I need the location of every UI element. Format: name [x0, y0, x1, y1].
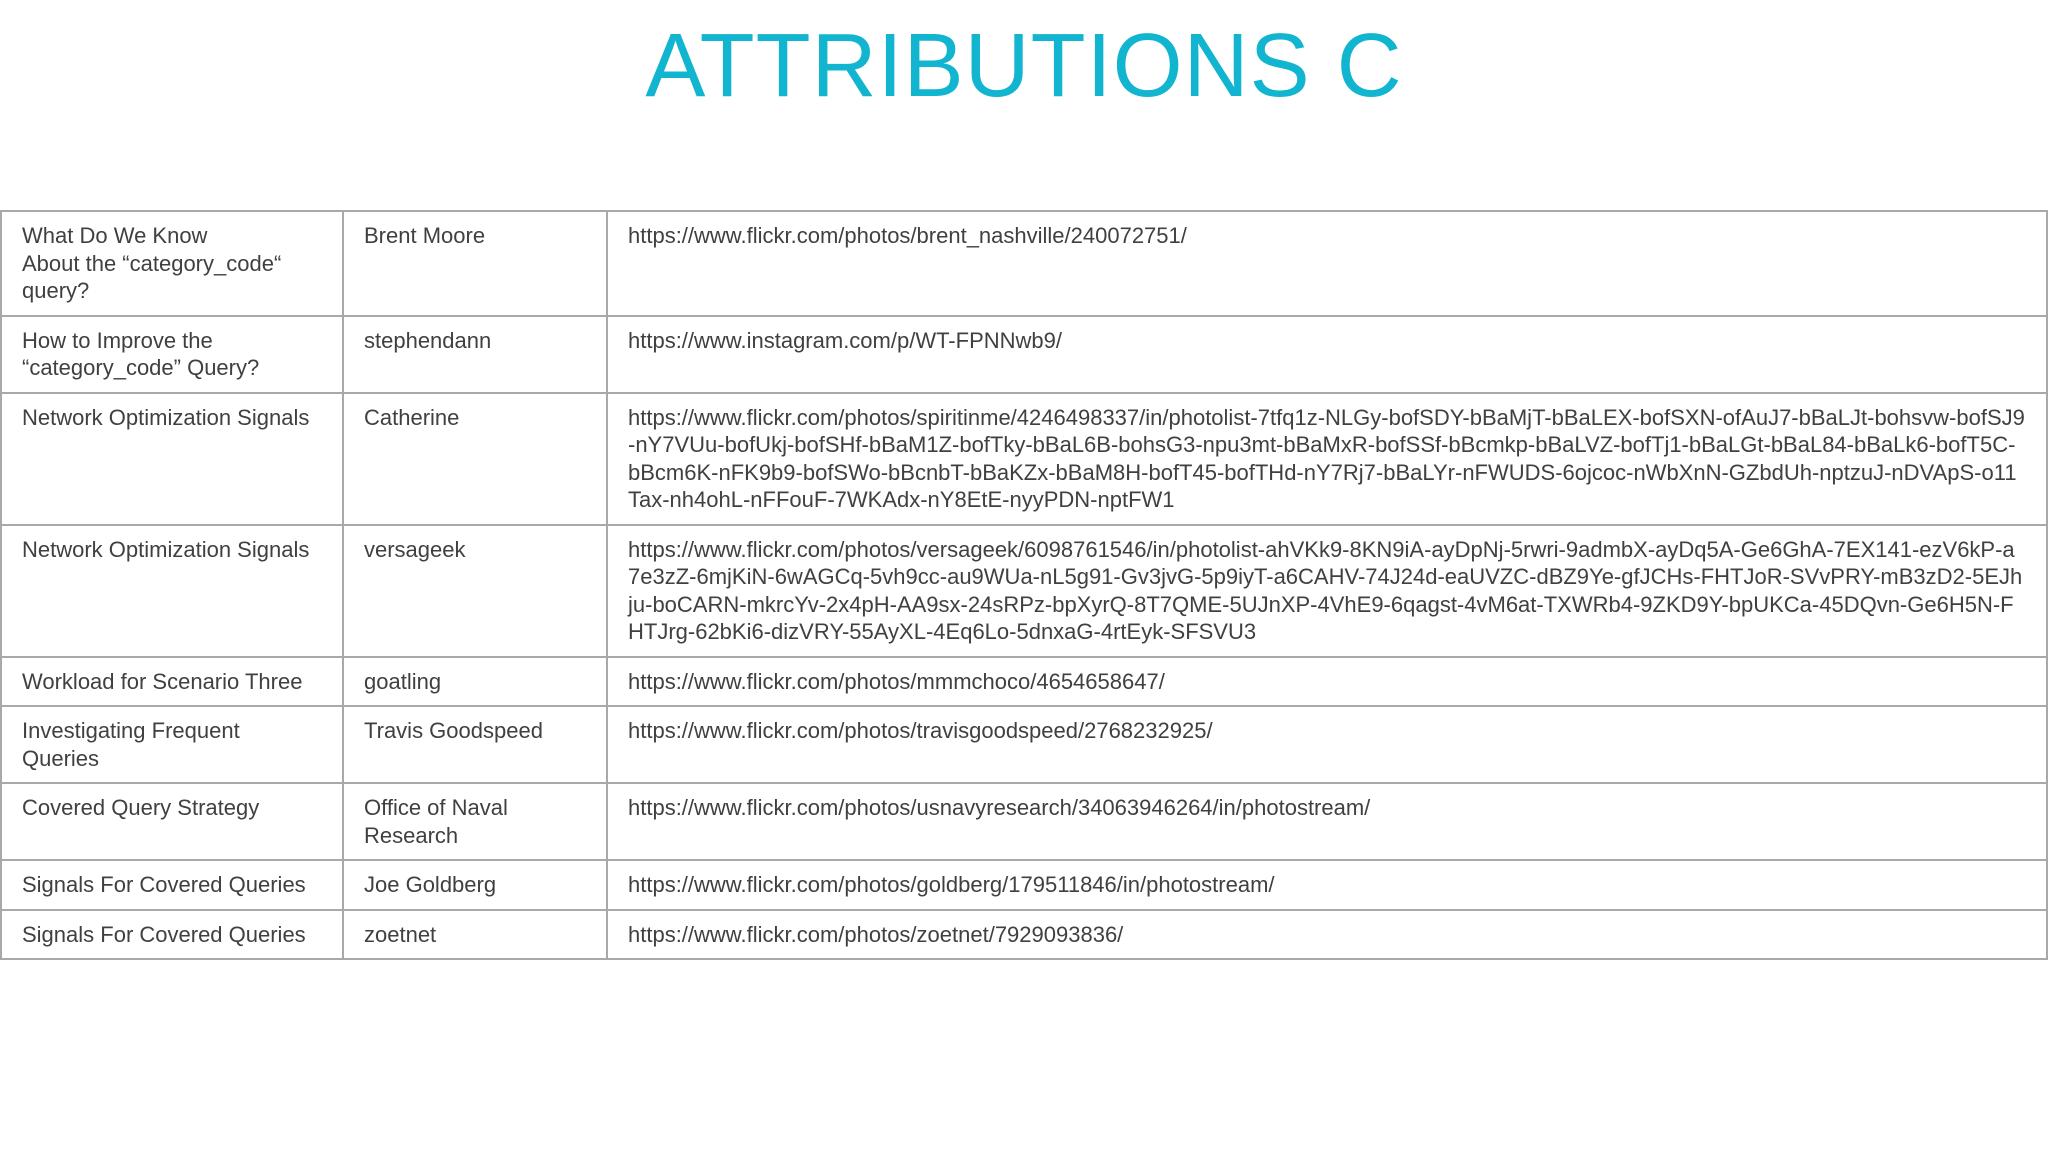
slide-title-line: “category_code” Query? [22, 355, 260, 380]
author-cell: Catherine [343, 393, 607, 525]
slide-title: ATTRIBUTIONS C [645, 16, 1403, 116]
author-cell: Office of Naval Research [343, 783, 607, 860]
slide-title-line: query? [22, 278, 90, 303]
slide-title-line: Investigating Frequent [22, 718, 240, 743]
slide-title-cell [1, 783, 343, 860]
attributions-table-body [1, 211, 2047, 959]
attribution-row [1, 211, 2047, 316]
slide-title-cell [1, 316, 343, 393]
attribution-row [1, 393, 2047, 525]
source-url-link[interactable]: https://www.flickr.com/photos/versageek/6098761546/in/photolist-ahVKk9-8KN9iA-ayDpNj-5rwri-9admbX-ayDq5A-Ge6GhA-7EX141-ezV6kP-a7e3zZ-6mjKiN-6wAGCq-5vh9cc-au9WUa-nL5g91-Gv3jvG-5p9iyT-a6CAHV-74J24d-eaUVZC-dBZ9Ye-gfJCHs-FHTJoR-SVvPRY-mB3zD2-5EJhju-boCARN-mkrcYv-2x4pH-AA9sx-24sRPz-bpXyrQ-8T7QME-5UJnXP-4VhE9-6qagst-4vM6at-TXWRb4-9ZKD9Y-bpUKCa-45DQvn-Ge6H5N-FHTJrg-62bKi6-dizVRY-55AyXL-4Eq6Lo-5dnxaG-4rtEyk-SFSVU3 [607, 525, 2047, 657]
author-cell: stephendann [343, 316, 607, 393]
slide-title-line: Network Optimization Signals [22, 536, 310, 562]
slide-title-line: Network Optimization Signals [22, 404, 310, 430]
slide-title-line: Signals For Covered Queries [22, 921, 306, 947]
source-url-link[interactable]: https://www.instagram.com/p/WT-FPNNwb9/ [607, 316, 2047, 393]
attribution-row [1, 860, 2047, 910]
slide-title-cell [1, 706, 343, 783]
slide-title-cell [1, 393, 343, 525]
slide-title-cell [1, 860, 343, 910]
slide-title-line: How to Improve the [22, 327, 213, 353]
source-url-link[interactable]: https://www.flickr.com/photos/usnavyresearch/34063946264/in/photostream/ [607, 783, 2047, 860]
attributions-table [0, 210, 2048, 960]
slide-title-cell [1, 211, 343, 316]
slide-title-line: About the “category_code“ [22, 250, 282, 276]
slide-title-cell [1, 910, 343, 960]
attribution-row [1, 525, 2047, 657]
author-cell: versageek [343, 525, 607, 657]
slide-title-line: What Do We Know [22, 223, 208, 248]
source-url-link[interactable]: https://www.flickr.com/photos/travisgoodspeed/2768232925/ [607, 706, 2047, 783]
slide-title-line: Workload for Scenario Three [22, 668, 303, 694]
attribution-row [1, 316, 2047, 393]
author-cell: Brent Moore [343, 211, 607, 316]
attribution-row [1, 657, 2047, 707]
slide-title-cell [1, 525, 343, 657]
source-url-link[interactable]: https://www.flickr.com/photos/mmmchoco/4654658647/ [607, 657, 2047, 707]
attribution-row [1, 783, 2047, 860]
slide-title-cell [1, 657, 343, 707]
author-cell: Joe Goldberg [343, 860, 607, 910]
source-url-link[interactable]: https://www.flickr.com/photos/brent_nashville/240072751/ [607, 211, 2047, 316]
author-cell: goatling [343, 657, 607, 707]
source-url-link[interactable]: https://www.flickr.com/photos/spiritinme/4246498337/in/photolist-7tfq1z-NLGy-bofSDY-bBaMjT-bBaLEX-bofSXN-ofAuJ7-bBaLJt-bohsvw-bofSJ9-nY7VUu-bofUkj-bofSHf-bBaM1Z-bofTky-bBaL6B-bohsG3-npu3mt-bBaMxR-bofSSf-bBcmkp-bBaLVZ-bofTj1-bBaLGt-bBaL84-bBaLk6-bofT5C-bBcm6K-nFK9b9-bofSWo-bBcnbT-bBaKZx-bBaM8H-bofT45-bofTHd-nY7Rj7-bBaLYr-nFWUDS-6ojcoc-nWbXnN-GZbdUh-nptzuJ-nDVApS-o11Tax-nh4ohL-nFFouF-7WKAdx-nY8EtE-nyyPDN-nptFW1 [607, 393, 2047, 525]
attribution-row [1, 706, 2047, 783]
attribution-row [1, 910, 2047, 960]
author-cell: zoetnet [343, 910, 607, 960]
slide-title-line: Queries [22, 745, 100, 771]
source-url-link[interactable]: https://www.flickr.com/photos/zoetnet/7929093836/ [607, 910, 2047, 960]
author-cell: Travis Goodspeed [343, 706, 607, 783]
slide-title-line: Covered Query Strategy [22, 795, 260, 820]
source-url-link[interactable]: https://www.flickr.com/photos/goldberg/179511846/in/photostream/ [607, 860, 2047, 910]
slide-title-line: Signals For Covered Queries [22, 872, 306, 897]
